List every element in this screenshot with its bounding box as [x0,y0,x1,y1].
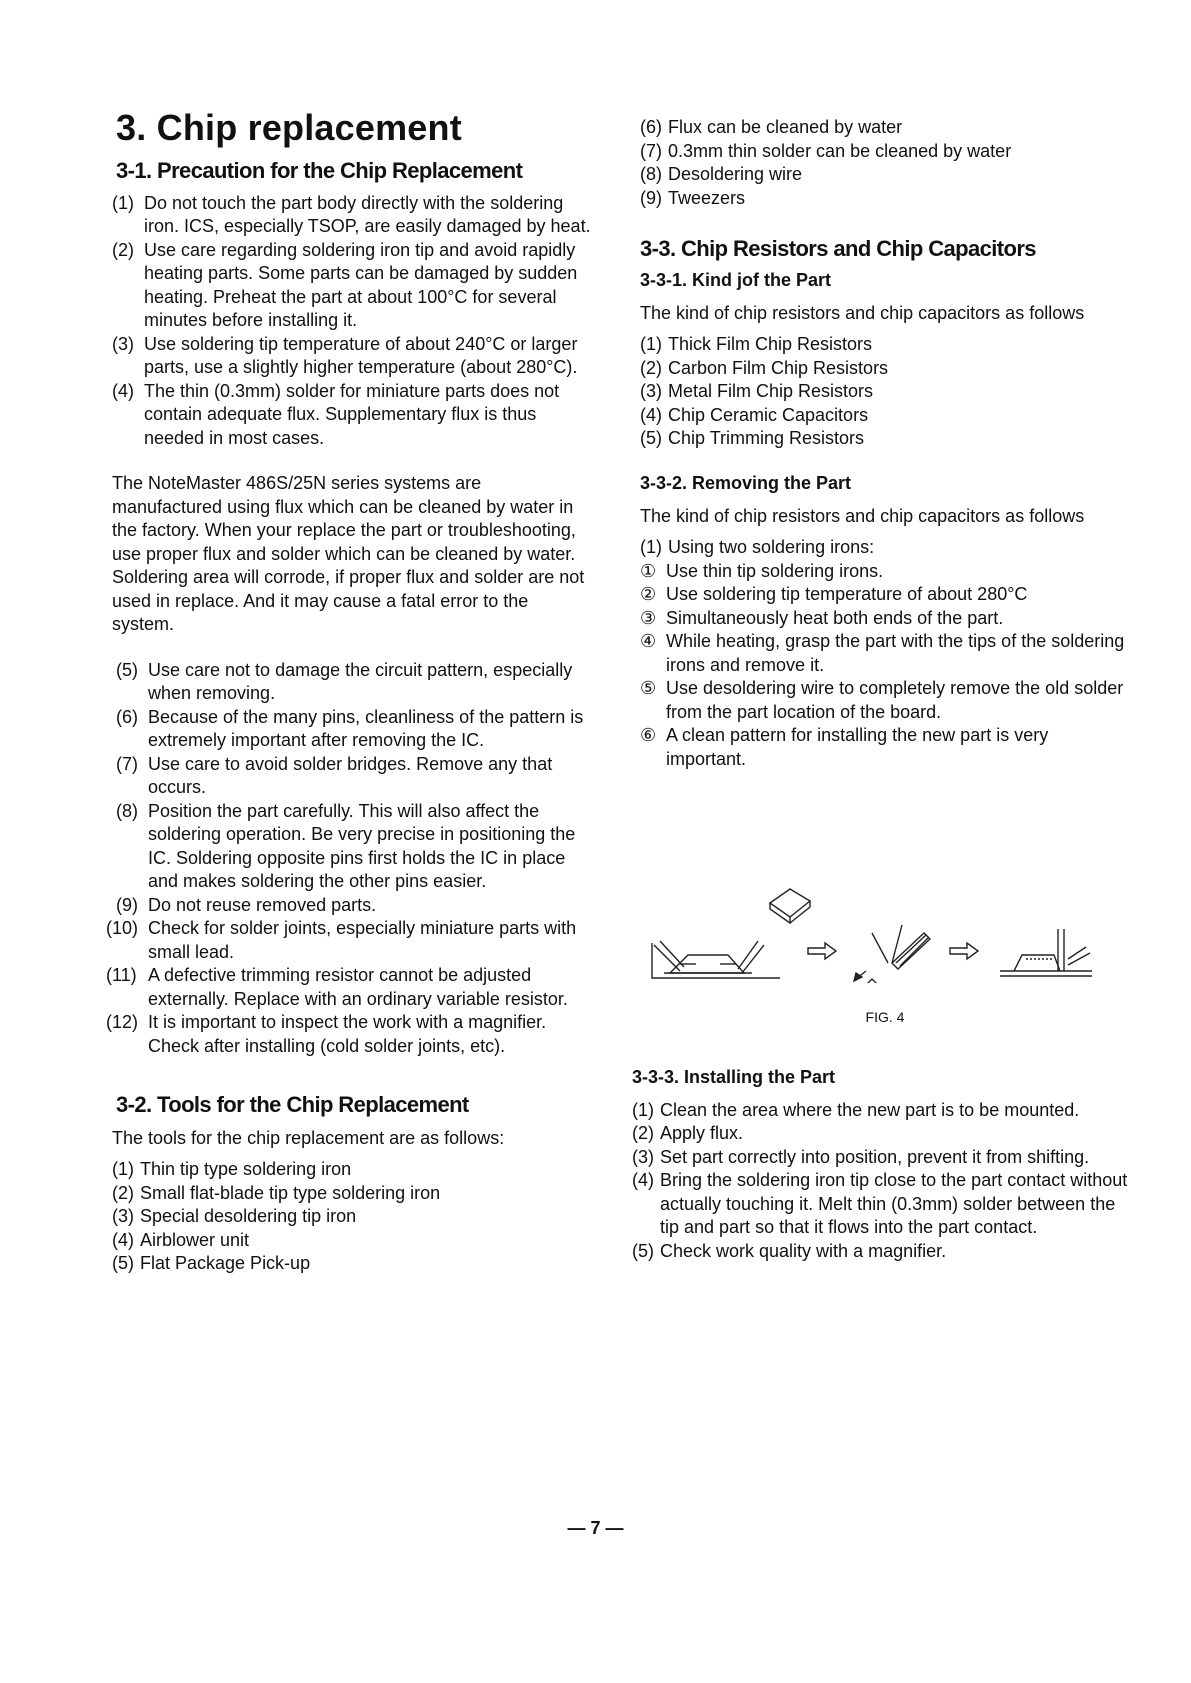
item-text: 0.3mm thin solder can be cleaned by water [668,140,1012,161]
kind-intro: The kind of chip resistors and chip capacitors as follows [640,302,1085,323]
list-item [640,116,1130,140]
list-item [116,800,594,894]
item-number: (1) [640,334,662,355]
item-text: Use thin tip soldering irons. [666,560,884,581]
item-text: Use care not to damage the circuit pattern, especially when removing. [148,659,573,704]
section-3-1-heading: 3-1. Precaution for the Chip Replacement [116,157,523,183]
list-item [112,1182,594,1206]
item-text: A defective trimming resistor cannot be adjusted externally. Replace with an ordinary variable resistor. [148,965,568,1009]
item-text: Special desoldering tip iron [140,1206,357,1227]
right-column [632,116,1130,1263]
item-number: (5) [640,428,662,449]
list-item [112,1229,594,1253]
item-text: Check for solder joints, especially miniature parts with small lead. [148,918,577,962]
item-text: The thin (0.3mm) solder for miniature parts does not contain adequate flux. Supplementary flux is thus needed in most cases. [144,380,560,448]
item-number: (9) [640,187,662,208]
list-item [640,404,1130,428]
list-item [640,187,1130,211]
section-3-3-2-heading: 3-3-2. Removing the Part [640,472,852,493]
item-text: Use soldering tip temperature of about 280°C [666,584,1028,605]
item-number: (2) [112,239,134,260]
removing-list [640,536,1130,771]
list-item [640,607,1130,631]
item-text: Chip Trimming Resistors [668,428,865,449]
item-text: Do not touch the part body directly with the soldering iron. ICS, especially TSOP, are easily damaged by heat. [144,192,591,237]
list-item [640,380,1130,404]
item-number: (4) [632,1170,654,1191]
installing-list [632,1099,1130,1264]
item-text: Using two soldering irons: [668,537,875,558]
item-number: ④ [640,631,657,652]
item-number: (11) [106,965,137,986]
item-number: (1) [112,192,134,213]
item-number: (5) [632,1240,654,1261]
clean-pad [1014,955,1060,971]
list-item [112,1252,594,1276]
list-item [112,380,594,451]
item-text: Simultaneously heat both ends of the part. [666,607,1004,628]
removing-intro: The kind of chip resistors and chip capacitors as follows [640,505,1085,526]
item-number: (8) [640,164,662,184]
list-item [116,753,594,800]
list-item [640,677,1130,724]
tools-list-right [640,116,1130,210]
item-text: Use soldering tip temperature of about 240°C or larger parts, use a slightly higher temperature (about 280°C). [144,333,578,378]
removal-diagram [640,833,1130,983]
item-number: ⑥ [640,725,657,746]
item-number: (2) [640,357,662,378]
item-text: Do not reuse removed parts. [148,894,377,915]
left-column [106,107,594,1276]
item-number: (3) [112,1206,134,1227]
list-item [640,560,1130,584]
item-text: Flat Package Pick-up [140,1253,311,1274]
list-item [112,192,594,239]
iron-tip [872,933,888,963]
list-item [112,1205,594,1229]
list-item [116,659,594,706]
section-3-3-1-heading: 3-3-1. Kind jof the Part [640,270,832,291]
item-text: Small flat-blade tip type soldering iron [140,1182,441,1203]
item-text: Airblower unit [140,1229,250,1250]
item-text: Bring the soldering iron tip close to the part contact without actually touching it. Melt thin (0.3mm) solder between the tip and part so that it flows into the part contact. [660,1170,1128,1238]
item-text: A clean pattern for installing the new part is very important. [666,725,1049,769]
item-text: Use care to avoid solder bridges. Remove any that occurs. [148,753,553,798]
item-text: Because of the many pins, cleanliness of the pattern is extremely important after removing the IC. [148,706,584,751]
desoldering-wire [892,933,930,969]
list-item [640,536,1130,560]
item-text: Use care regarding soldering iron tip and avoid rapidly heating parts. Some parts can be damaged by sudden heating. Preheat the part at about 100°C for several minutes before installing it. [144,239,578,331]
item-number: ⑤ [640,678,657,699]
item-text: Flux can be cleaned by water [668,117,903,137]
list-item [112,333,594,380]
item-text: Apply flux. [660,1123,744,1144]
item-number: (1) [640,537,662,558]
section-3-3-heading: 3-3. Chip Resistors and Chip Capacitors [640,236,1036,261]
item-number: (4) [640,404,662,425]
list-item [640,357,1130,381]
item-number: ③ [640,607,657,628]
item-number: (3) [640,381,662,402]
item-number: (10) [106,918,139,939]
item-text: Metal Film Chip Resistors [668,381,874,402]
item-number: (6) [116,706,138,727]
item-text: Check work quality with a magnifier. [660,1240,947,1261]
figure-4 [640,833,1130,1026]
item-number: ② [640,584,657,605]
list-item [116,706,594,753]
tools-list-left [112,1158,594,1276]
item-text: Position the part carefully. This will also affect the soldering operation. Be very precise in positioning the IC. Soldering opposite pins first holds the IC in place and makes soldering the other pins easier. [148,800,576,892]
list-item [640,630,1130,677]
page-number: — 7 — [567,1518,624,1538]
list-item [632,1169,1130,1240]
item-text: Desoldering wire [668,164,803,184]
list-item [106,1011,594,1058]
list-item [640,163,1130,187]
item-text: Set part correctly into position, prevent it from shifting. [660,1146,1090,1167]
part-kind-list [640,333,1130,451]
item-number: (9) [116,894,138,915]
list-item [116,894,594,918]
item-text: Tweezers [668,187,746,208]
tools-intro: The tools for the chip replacement are as follows: [112,1127,505,1148]
item-number: (5) [112,1253,134,1274]
item-text: It is important to inspect the work with a magnifier. Check after installing (cold solder joints, etc). [148,1012,547,1056]
list-item [632,1122,1130,1146]
list-item [640,583,1130,607]
item-text: Thick Film Chip Resistors [668,334,873,355]
flux-paragraph: The NoteMaster 486S/25N series systems are manufactured using flux which can be cleaned by water in the factory. When your replace the part or troubleshooting, use proper flux and solder which can be cleaned by water. Soldering area will corrode, if proper flux and solder are not used in replace. And it may cause a fatal error to the system. [112,473,585,635]
figure-caption: FIG. 4 [865,1009,905,1026]
item-text: Carbon Film Chip Resistors [668,357,889,378]
item-number: (5) [116,659,138,680]
list-item [640,140,1130,164]
item-number: (1) [632,1099,654,1120]
item-number: (8) [116,800,138,821]
section-3-2-heading: 3-2. Tools for the Chip Replacement [116,1092,469,1118]
list-item [106,917,594,964]
item-number: (1) [112,1159,134,1180]
item-number: (4) [112,380,134,401]
list-item [640,724,1130,771]
precaution-list-a [112,192,594,451]
item-text: While heating, grasp the part with the tips of the soldering irons and remove it. [666,631,1125,675]
list-item [640,427,1130,451]
section-3-3-3-heading: 3-3-3. Installing the Part [632,1067,836,1088]
item-text: Use desoldering wire to completely remove the old solder from the part location of the board. [666,678,1124,722]
item-number: ① [640,560,657,581]
list-item [632,1146,1130,1170]
small-part [866,979,878,983]
item-number: (6) [640,117,662,137]
list-item [106,964,594,1011]
list-item [632,1240,1130,1264]
list-item [112,239,594,333]
arrow-icon [808,943,836,959]
list-item [112,1158,594,1182]
page-title: 3. Chip replacement [116,107,462,148]
list-item [632,1099,1130,1123]
arrow-icon [950,943,978,959]
item-number: (4) [112,1229,134,1250]
item-number: (2) [112,1182,134,1203]
item-number: (3) [632,1146,654,1167]
item-text: Thin tip type soldering iron [140,1159,352,1180]
item-number: (12) [106,1012,139,1033]
precaution-list-b [106,659,594,1059]
item-number: (7) [640,140,662,161]
item-number: (3) [112,333,134,354]
item-number: (2) [632,1123,654,1144]
list-item [640,333,1130,357]
item-number: (7) [116,753,138,774]
item-text: Clean the area where the new part is to be mounted. [660,1099,1080,1120]
item-text: Chip Ceramic Capacitors [668,404,869,425]
